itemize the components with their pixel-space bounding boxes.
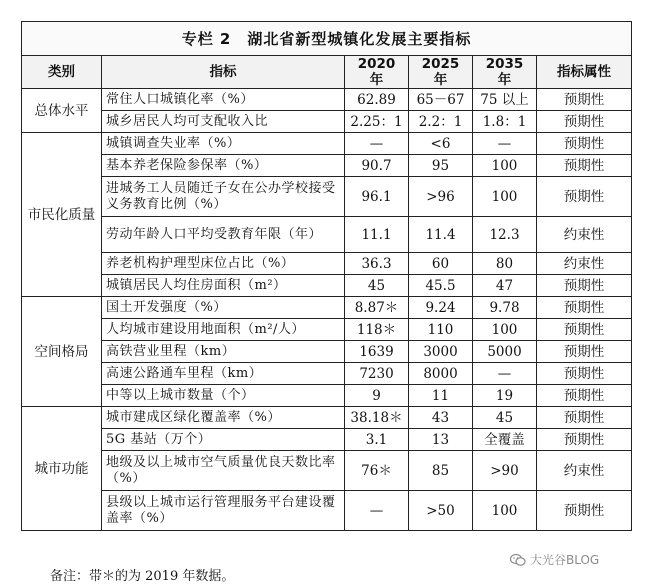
value-2020-cell: 11.1 [345, 217, 409, 253]
attribute-cell: 预期性 [537, 319, 632, 341]
value-2035-cell: — [473, 363, 537, 385]
attribute-cell: 约束性 [537, 451, 632, 491]
category-cell: 总体水平 [22, 89, 102, 133]
indicator-cell: 常住人口城镇化率（%） [102, 89, 345, 111]
value-2025-cell: 85 [409, 451, 473, 491]
value-2035-cell: 12.3 [473, 217, 537, 253]
header-2020: 2020 年 [345, 56, 409, 89]
table-row [22, 385, 632, 407]
value-2035-cell: >90 [473, 451, 537, 491]
value-2025-cell: 8000 [409, 363, 473, 385]
indicator-cell: 县级以上城市运行管理服务平台建设覆盖率（%） [102, 491, 345, 531]
indicator-cell: 高铁营业里程（km） [102, 341, 345, 363]
attribute-cell: 预期性 [537, 177, 632, 217]
value-2020-cell: 62.89 [345, 89, 409, 111]
indicator-cell: 城镇居民人均住房面积（m²） [102, 275, 345, 297]
attribute-cell: 预期性 [537, 385, 632, 407]
category-cell: 市民化质量 [22, 133, 102, 297]
attribute-cell: 预期性 [537, 155, 632, 177]
table-row [22, 89, 632, 111]
header-2025: 2025 年 [409, 56, 473, 89]
value-2025-cell: >50 [409, 491, 473, 531]
header-indicator: 指标 [102, 56, 345, 89]
attribute-cell: 预期性 [537, 491, 632, 531]
value-2020-cell: 8.87＊ [345, 297, 409, 319]
table-row [22, 363, 632, 385]
table-row [22, 253, 632, 275]
value-2025-cell: 110 [409, 319, 473, 341]
value-2025-cell: 65－67 [409, 89, 473, 111]
footnote: 备注：带＊的为 2019 年数据。 [50, 569, 235, 584]
attribute-cell: 预期性 [537, 89, 632, 111]
table-row [22, 133, 632, 155]
indicator-cell: 人均城市建设用地面积（m²/人） [102, 319, 345, 341]
value-2025-cell: 60 [409, 253, 473, 275]
value-2035-cell: 100 [473, 491, 537, 531]
value-2020-cell: 76＊ [345, 451, 409, 491]
table-title: 专栏 2 湖北省新型城镇化发展主要指标 [22, 22, 632, 56]
header-attribute: 指标属性 [537, 56, 632, 89]
value-2035-cell: 全覆盖 [473, 429, 537, 451]
value-2035-cell: 45 [473, 407, 537, 429]
value-2035-cell: 5000 [473, 341, 537, 363]
table-row [22, 451, 632, 491]
table-row [22, 319, 632, 341]
value-2020-cell: 9 [345, 385, 409, 407]
indicator-cell: 城乡居民人均可支配收入比 [102, 111, 345, 133]
attribute-cell: 预期性 [537, 363, 632, 385]
value-2035-cell: — [473, 133, 537, 155]
value-2035-cell: 100 [473, 319, 537, 341]
value-2035-cell: 100 [473, 155, 537, 177]
wechat-icon [510, 553, 526, 567]
watermark-text: 大光谷BLOG [530, 553, 600, 567]
header-category: 类别 [22, 56, 102, 89]
value-2025-cell: 13 [409, 429, 473, 451]
value-2025-cell: 95 [409, 155, 473, 177]
attribute-cell: 预期性 [537, 297, 632, 319]
value-2035-cell: 19 [473, 385, 537, 407]
table-row [22, 177, 632, 217]
indicator-cell: 进城务工人员随迁子女在公办学校接受义务教育比例（%） [102, 177, 345, 217]
value-2025-cell: <6 [409, 133, 473, 155]
indicator-cell: 城镇调查失业率（%） [102, 133, 345, 155]
table-row [22, 491, 632, 531]
value-2020-cell: 118＊ [345, 319, 409, 341]
header-2035: 2035 年 [473, 56, 537, 89]
value-2020-cell: 45 [345, 275, 409, 297]
value-2035-cell: 47 [473, 275, 537, 297]
value-2020-cell: 3.1 [345, 429, 409, 451]
value-2025-cell: 45.5 [409, 275, 473, 297]
attribute-cell: 约束性 [537, 253, 632, 275]
attribute-cell: 约束性 [537, 217, 632, 253]
indicator-cell: 5G 基站（万个） [102, 429, 345, 451]
table-row [22, 155, 632, 177]
indicator-cell: 中等以上城市数量（个） [102, 385, 345, 407]
table-row [22, 341, 632, 363]
attribute-cell: 预期性 [537, 275, 632, 297]
value-2020-cell: 2.25：1 [345, 111, 409, 133]
category-cell: 空间格局 [22, 297, 102, 407]
value-2025-cell: 11 [409, 385, 473, 407]
indicator-cell: 地级及以上城市空气质量优良天数比率（%） [102, 451, 345, 491]
value-2020-cell: 36.3 [345, 253, 409, 275]
table-row [22, 407, 632, 429]
table-row [22, 297, 632, 319]
table-row [22, 217, 632, 253]
value-2035-cell: 100 [473, 177, 537, 217]
value-2035-cell: 1.8：1 [473, 111, 537, 133]
table-row [22, 275, 632, 297]
category-cell: 城市功能 [22, 407, 102, 531]
indicator-cell: 劳动年龄人口平均受教育年限（年） [102, 217, 345, 253]
value-2035-cell: 9.78 [473, 297, 537, 319]
value-2020-cell: 7230 [345, 363, 409, 385]
value-2035-cell: 75 以上 [473, 89, 537, 111]
indicator-cell: 基本养老保险参保率（%） [102, 155, 345, 177]
attribute-cell: 预期性 [537, 407, 632, 429]
attribute-cell: 预期性 [537, 133, 632, 155]
header-row [22, 56, 632, 89]
value-2025-cell: 2.2：1 [409, 111, 473, 133]
value-2020-cell: 90.7 [345, 155, 409, 177]
value-2025-cell: >96 [409, 177, 473, 217]
title-row [22, 22, 632, 56]
attribute-cell: 预期性 [537, 429, 632, 451]
indicator-cell: 国土开发强度（%） [102, 297, 345, 319]
indicator-cell: 城市建成区绿化覆盖率（%） [102, 407, 345, 429]
table-row [22, 429, 632, 451]
attribute-cell: 预期性 [537, 111, 632, 133]
value-2020-cell: 38.18＊ [345, 407, 409, 429]
value-2020-cell: — [345, 491, 409, 531]
value-2025-cell: 3000 [409, 341, 473, 363]
indicator-cell: 养老机构护理型床位占比（%） [102, 253, 345, 275]
value-2020-cell: — [345, 133, 409, 155]
table-row [22, 111, 632, 133]
value-2025-cell: 43 [409, 407, 473, 429]
watermark [510, 551, 599, 568]
indicator-table [21, 21, 632, 531]
indicator-cell: 高速公路通车里程（km） [102, 363, 345, 385]
value-2020-cell: 96.1 [345, 177, 409, 217]
value-2025-cell: 11.4 [409, 217, 473, 253]
value-2020-cell: 1639 [345, 341, 409, 363]
value-2035-cell: 80 [473, 253, 537, 275]
value-2025-cell: 9.24 [409, 297, 473, 319]
attribute-cell: 预期性 [537, 341, 632, 363]
